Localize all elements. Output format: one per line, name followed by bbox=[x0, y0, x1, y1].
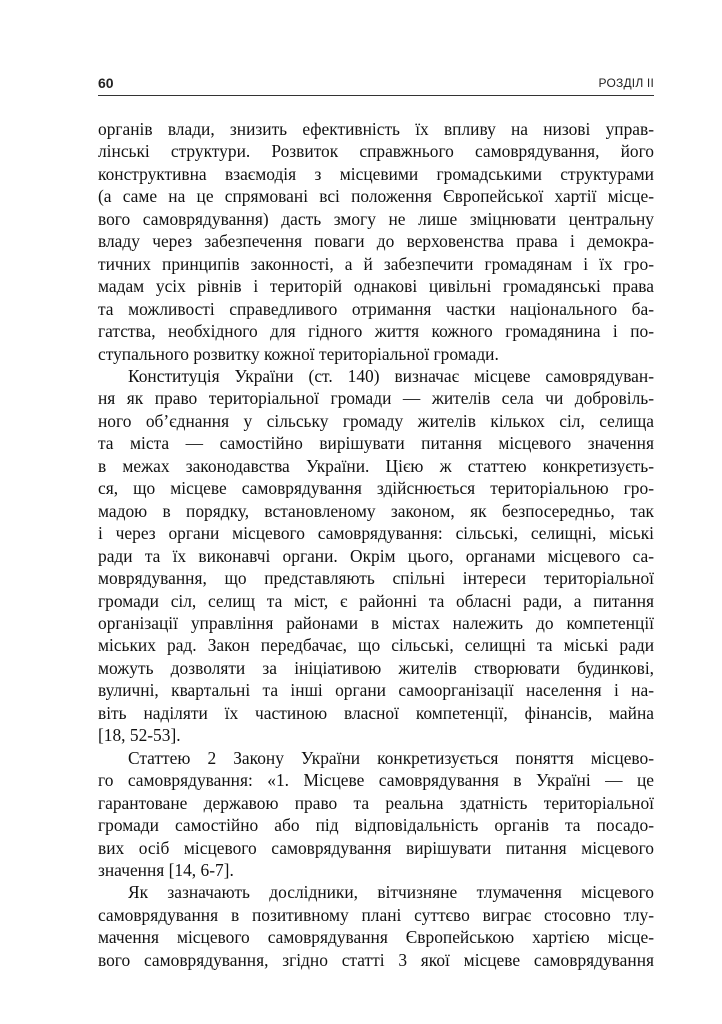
text-line: вого самоврядування, згідно статті 3 якої місцеве самоврядування bbox=[98, 949, 654, 970]
text-line: [18, 52-53]. bbox=[98, 725, 181, 746]
text-line: віть наділяти їх частиною власної компетенції, фінансів, майна bbox=[98, 702, 654, 723]
paragraph-1 bbox=[98, 118, 654, 365]
text-line: Конституція України (ст. 140) визначає місцеве самоврядуван- bbox=[128, 365, 654, 386]
text-line: вого самоврядування) дасть змогу не лише зміцнювати центральну bbox=[98, 208, 654, 229]
text-line: мадам усіх рівнів і територій однакові цивільні громадянські права bbox=[98, 276, 654, 297]
text-line: в межах законодавства України. Цією ж статтею конкретизуєть- bbox=[98, 455, 654, 476]
body-text bbox=[98, 118, 654, 971]
text-line: го самоврядування: «1. Місцеве самоврядування в Україні — це bbox=[98, 770, 654, 791]
text-line: та можливості справедливого отримання частки національного ба- bbox=[98, 298, 654, 319]
section-label: РОЗДІЛ ІІ bbox=[598, 76, 654, 90]
text-line: самоврядування в позитивному плані суттєво виграє стосовно тлу- bbox=[98, 904, 654, 925]
text-line: громади сіл, селищ та міст, є районні та обласні ради, а питання bbox=[98, 590, 654, 611]
text-line: (а саме на це спрямовані всі положення Європейської хартії місце- bbox=[98, 186, 654, 207]
text-line: мачення місцевого самоврядування Європейською хартією місце- bbox=[98, 927, 654, 948]
text-line: лінські структури. Розвиток справжнього самоврядування, його bbox=[98, 141, 654, 162]
paragraph-2 bbox=[98, 365, 654, 747]
text-line: гарантоване державою право та реальна здатність територіальної bbox=[98, 792, 654, 813]
text-line: організації управління районами в містах належить до компетенції bbox=[98, 612, 654, 633]
text-line: мадою в порядку, встановленому законом, як безпосередньо, так bbox=[98, 500, 654, 521]
paragraph-3 bbox=[98, 747, 654, 882]
text-line: ступального розвитку кожної територіальної громади. bbox=[98, 343, 499, 364]
text-line: владу через забезпечення поваги до верховенства права і демокра- bbox=[98, 231, 654, 252]
text-line: можуть дозволяти за ініціативою жителів створювати будинкові, bbox=[98, 657, 654, 678]
text-line: ного об’єднання у сільську громаду жителів кількох сіл, селища bbox=[98, 410, 654, 431]
text-line: ся, що місцеве самоврядування здійснюється територіальною гро- bbox=[98, 478, 654, 499]
text-line: Статтею 2 Закону України конкретизується поняття місцево- bbox=[128, 747, 654, 768]
text-line: і через органи місцевого самоврядування: сільські, селищні, міські bbox=[98, 523, 654, 544]
text-line: моврядування, що представляють спільні інтереси територіальної bbox=[98, 568, 654, 589]
text-line: органів влади, знизить ефективність їх впливу на низові управ- bbox=[98, 119, 654, 139]
text-line: ради та їх виконавчі органи. Окрім цього, органами місцевого са- bbox=[98, 545, 654, 566]
page-number: 60 bbox=[98, 75, 114, 91]
text-line: громади самостійно або під відповідальність органів та посадо- bbox=[98, 815, 654, 836]
text-line: міських рад. Закон передбачає, що сільські, селищні та міські ради bbox=[98, 635, 654, 656]
text-line: вуличні, квартальні та інші органи самоорганізації населення і на- bbox=[98, 680, 654, 701]
paragraph-4 bbox=[98, 881, 654, 971]
text-line: вих осіб місцевого самоврядування вирішувати питання місцевого bbox=[98, 837, 654, 858]
text-line: та міста — самостійно вирішувати питання місцевого значення bbox=[98, 433, 654, 454]
text-line: гатства, необхідного для гідного життя кожного громадянина і по- bbox=[98, 321, 654, 342]
text-line: ня як право територіальної громади — жителів села чи добровіль- bbox=[98, 388, 654, 409]
text-line: тичних принципів законності, а й забезпечити громадянам і їх гро- bbox=[98, 253, 654, 274]
running-header bbox=[98, 73, 654, 96]
text-line: Як зазначають дослідники, вітчизняне тлумачення місцевого bbox=[128, 882, 654, 903]
text-line: конструктивна взаємодія з місцевими громадськими структурами bbox=[98, 163, 654, 184]
text-line: значення [14, 6-7]. bbox=[98, 859, 234, 880]
